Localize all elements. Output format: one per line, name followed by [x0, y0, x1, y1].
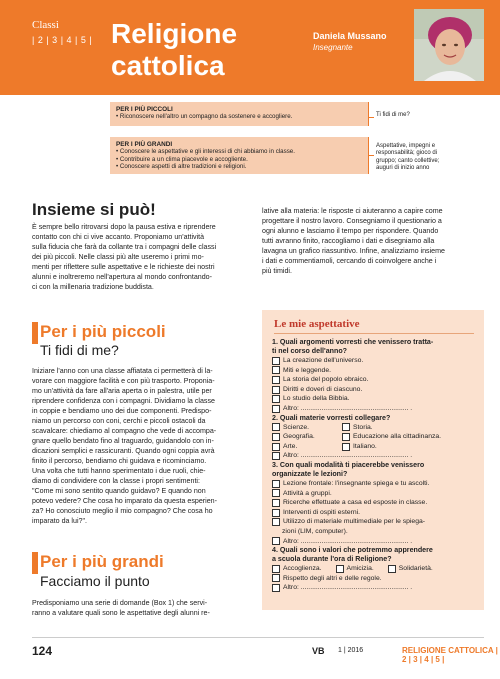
piccoli-paragraph: Iniziare l'anno con una classe affiatata ci permetterà di la- vorare con maggiore facilità e con più trasporto. Proponia- mo un'attività da fare all'aria aperta o in palestra, utile per riprendere confidenza con i compagni. Dividiamo la classe in coppie e bendiamo uno dei due componenti. Predispo- niamo un percorso con coni, cerchi e piccoli ostacoli da scavalcare: chiediamo al compagno che vede di accompa- gnare quello bendato fino al traguardo, guidandolo con in- dicazioni semplici e rassicuranti. Quando ogni coppia avrà finito il percorso, bendiamo chi guidava e ricominciamo. Una volta che tutti hanno sperimentato i due ruoli, chie- diamo di condividere con la classe i propri sentimenti: "Come mi sono sentito quando guidavo? E quando non potevo vedere? Che cosa ho imparato da questa esperien- za? Ho conosciuto meglio il mio compagno? Che cosa ho imparato da lui?". — [32, 367, 217, 525]
option[interactable]: Solidarietà. — [388, 564, 433, 574]
author-photo — [414, 9, 484, 81]
option[interactable]: Altro: ......................................................... . — [272, 537, 480, 547]
checkbox[interactable] — [272, 452, 280, 460]
classi-label: Classi — [32, 19, 59, 31]
checkbox[interactable] — [272, 509, 280, 517]
checkbox[interactable] — [272, 537, 280, 545]
author-name: Daniela Mussano — [313, 31, 387, 41]
option[interactable]: La storia del popolo ebraico. — [272, 375, 480, 385]
issue-number: 1 | 2016 — [338, 647, 364, 654]
option[interactable]: Diritti e doveri di ciascuno. — [272, 385, 480, 395]
goals-piccoli-item: • Riconoscere nell'altro un compagno da sostenere e accogliere. — [116, 113, 293, 120]
page-title-line2: cattolica — [111, 50, 225, 81]
checkbox[interactable] — [272, 518, 280, 526]
option[interactable]: Ricerche effettuate a casa ed esposte in classe. — [272, 498, 480, 508]
option[interactable]: Altro: ......................................................... . — [272, 451, 480, 461]
question-1: 1. Quali argomenti vorresti che venissero tratta- ti nel corso dell'anno? — [272, 338, 434, 355]
question-4: 4. Quali sono i valori che potremmo apprendere a scuola durante l'ora di Religione? — [272, 546, 433, 564]
option[interactable]: Storia. — [342, 423, 373, 433]
question-3: 3. Con quali modalità ti piacerebbe venissero organizzate le lezioni? — [272, 460, 425, 478]
question-2: 2. Quali materie vorresti collegare? — [272, 413, 391, 422]
intro-right-paragraph: lative alla materia: le risposte ci aiuteranno a capire come progettare il nostro lavoro. Consegniamo il questionario a ogni alunno e lasciamo il tempo per rispondere. Quando tutti avranno finito, raccogliamo i dati e disegniamo alla lavagna un grafico riassuntivo. Infine, analizziamo insieme i dati e commentiamoli, cercando di coinvolgere anche i più timidi. — [262, 207, 445, 275]
option[interactable]: Interventi di ospiti esterni. — [272, 508, 480, 518]
grandi-heading: Per i più grandi — [40, 552, 164, 571]
classi-numbers: | 2 | 3 | 4 | 5 | — [32, 35, 93, 45]
intro-heading: Insieme si può! — [32, 200, 156, 219]
checkbox[interactable] — [272, 405, 280, 413]
piccoli-subheading: Ti fidi di me? — [40, 342, 119, 358]
goals-grandi-item: • Conoscere le aspettative e gli interessi di chi abbiamo in classe. — [116, 148, 295, 155]
section-marker — [32, 322, 38, 344]
checkbox[interactable] — [342, 443, 350, 451]
goals-grandi-item: • Conoscere aspetti di altre tradizioni e religioni. — [116, 163, 247, 171]
checkbox[interactable] — [272, 565, 280, 573]
goals-grandi-title: PER I PIÙ GRANDI — [116, 141, 173, 148]
option[interactable]: Scienze. — [272, 423, 328, 433]
checkbox[interactable] — [272, 357, 280, 365]
goals-box-piccoli — [110, 102, 368, 126]
grandi-subheading: Facciamo il punto — [40, 573, 150, 589]
intro-left-paragraph: È sempre bello ritrovarsi dopo la pausa estiva e riprendere contatto con chi ci vive accanto. Proponiamo un'attività sulla fiducia che farà da collante tra i compagni delle classi dei più piccoli. Nelle classi più alte useremo i primi mo- menti per riflettere sulle aspettative e le richieste dei nostri alunni e inoltreremo nell'apertura al mondo confrontando- ci con la millenaria tradizione buddista. — [32, 223, 217, 291]
grandi-paragraph: Predisponiamo una serie di domande (Box 1) che servi- ranno a valutare quali sono le aspettative degli alunni re- — [32, 599, 210, 617]
checkbox[interactable] — [272, 376, 280, 384]
option[interactable]: La creazione dell'universo. — [272, 356, 480, 366]
checkbox[interactable] — [272, 395, 280, 403]
option[interactable]: Utilizzo di materiale multimediale per le spiega- — [272, 517, 480, 527]
option[interactable]: Accoglienza. — [272, 564, 322, 574]
goals-box-grandi — [110, 137, 368, 174]
option[interactable]: Educazione alla cittadinanza. — [342, 432, 441, 442]
author-role: Insegnante — [313, 43, 353, 52]
option[interactable]: Miti e leggende. — [272, 366, 480, 376]
checkbox[interactable] — [272, 386, 280, 394]
option[interactable]: Amicizia. — [336, 564, 374, 574]
checkbox[interactable] — [272, 574, 280, 582]
option[interactable]: Lezione frontale: l'insegnante spiega e tu ascolti. — [272, 479, 480, 489]
checkbox[interactable] — [272, 584, 280, 592]
connector-line — [368, 137, 369, 174]
option[interactable]: Altro: ......................................................... . — [272, 404, 480, 414]
page-number: 124 — [32, 644, 53, 658]
magazine-logo: VB — [312, 646, 325, 656]
checkbox[interactable] — [272, 433, 280, 441]
questionnaire — [272, 338, 480, 593]
checkbox[interactable] — [272, 423, 280, 431]
checkbox[interactable] — [272, 366, 280, 374]
option[interactable]: Arte. — [272, 442, 328, 452]
checkbox[interactable] — [272, 489, 280, 497]
goals-piccoli-title: PER I PIÙ PICCOLI — [116, 106, 173, 113]
option-continued: zioni (LIM, computer). — [282, 527, 348, 535]
checkbox[interactable] — [272, 499, 280, 507]
option[interactable]: Geografia. — [272, 432, 328, 442]
option[interactable]: Altro: ......................................................... . — [272, 583, 480, 593]
page-title-line1: Religione — [111, 18, 238, 49]
checkbox[interactable] — [342, 423, 350, 431]
connector-line — [368, 102, 369, 126]
section-marker — [32, 552, 38, 574]
goals-grandi-item: • Contribuire a un clima piacevole e accogliente. — [116, 155, 248, 163]
option[interactable]: Attività a gruppi. — [272, 489, 480, 499]
divider — [274, 333, 474, 334]
goals-side-grandi: Aspettative, impegni e responsabilità; gioco di gruppo; canto collettive; auguri di inizio anno — [376, 143, 440, 172]
piccoli-heading: Per i più piccoli — [40, 322, 166, 341]
aspettative-title: Le mie aspettative — [274, 318, 360, 330]
checkbox[interactable] — [272, 480, 280, 488]
checkbox[interactable] — [388, 565, 396, 573]
checkbox[interactable] — [272, 443, 280, 451]
option[interactable]: Italiano. — [342, 442, 377, 452]
checkbox[interactable] — [342, 433, 350, 441]
option[interactable]: Rispetto degli altri e delle regole. — [272, 574, 480, 584]
checkbox[interactable] — [336, 565, 344, 573]
option[interactable]: Lo studio della Bibbia. — [272, 394, 480, 404]
goals-side-piccoli: Ti fidi di me? — [376, 112, 410, 118]
footer-divider — [32, 637, 484, 638]
footer-series-title: RELIGIONE CATTOLICA | 2 | 3 | 4 | 5 | — [402, 646, 498, 664]
